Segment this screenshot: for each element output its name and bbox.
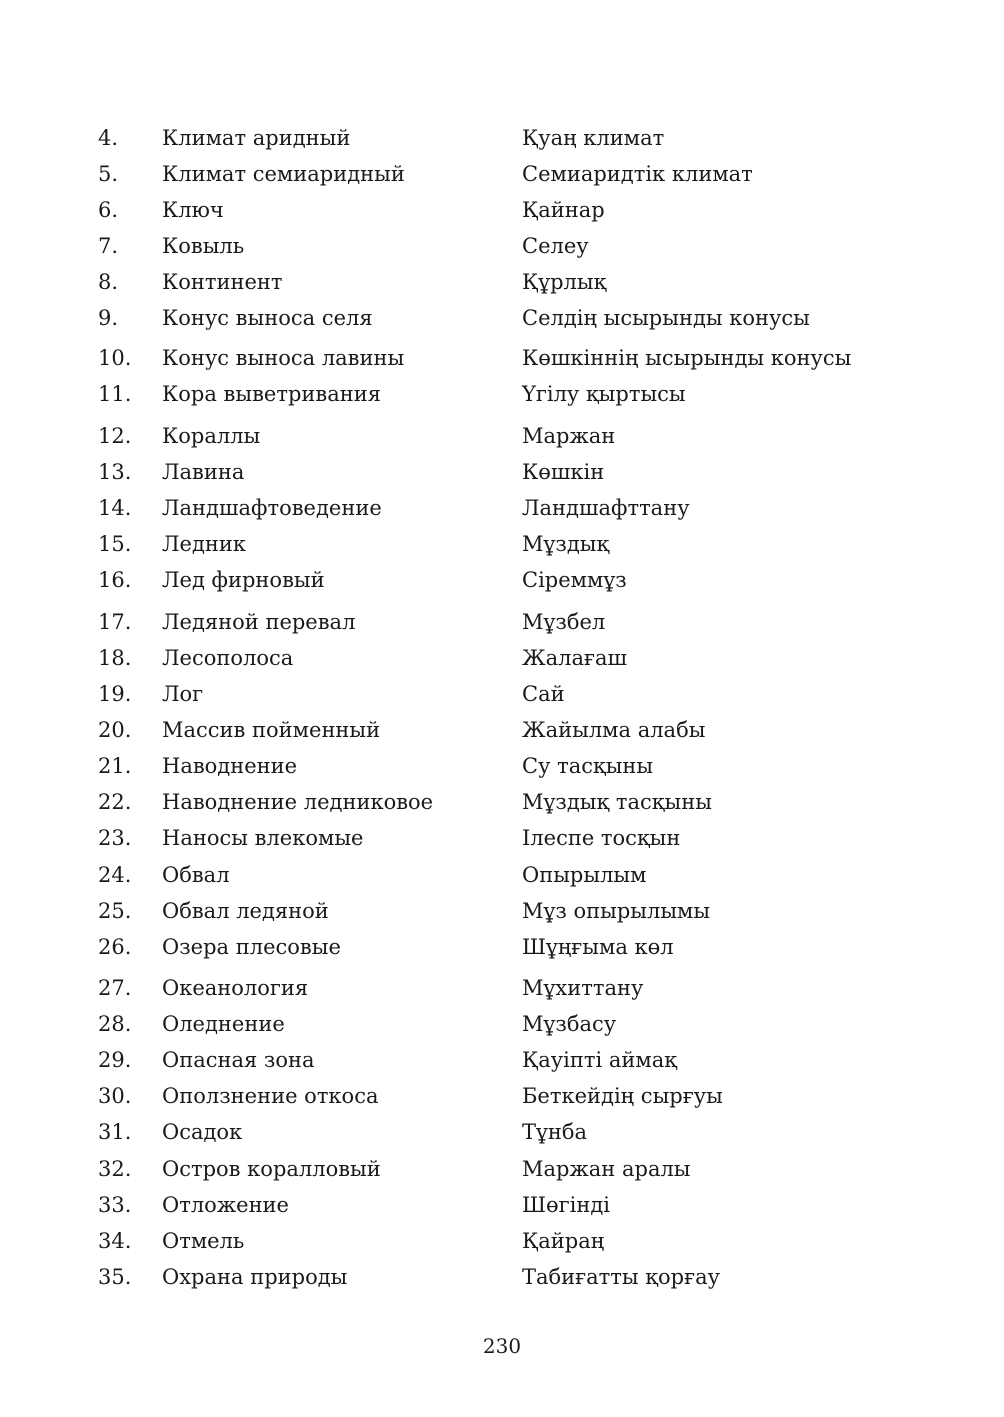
term-russian: Ледяной перевал — [162, 610, 356, 634]
list-item — [0, 784, 1004, 820]
list-item — [0, 418, 1004, 454]
term-russian: Лед фирновый — [162, 568, 325, 592]
term-kazakh: Қуаң климат — [522, 126, 665, 150]
term-kazakh: Мұхиттану — [522, 976, 644, 1000]
list-item — [0, 120, 1004, 156]
list-item — [0, 712, 1004, 748]
list-item — [0, 676, 1004, 712]
term-number: 32. — [98, 1157, 132, 1181]
term-number: 18. — [98, 646, 132, 670]
term-russian: Озера плесовые — [162, 935, 341, 959]
term-number: 14. — [98, 496, 132, 520]
term-number: 25. — [98, 899, 132, 923]
list-item — [0, 228, 1004, 264]
term-kazakh: Қайнар — [522, 198, 605, 222]
term-russian: Наносы влекомые — [162, 826, 364, 850]
term-kazakh: Мұзбасу — [522, 1012, 617, 1036]
term-russian: Конус выноса лавины — [162, 346, 405, 370]
term-kazakh: Селеу — [522, 234, 589, 258]
term-russian: Ледник — [162, 532, 246, 556]
list-item — [0, 300, 1004, 336]
list-item — [0, 192, 1004, 228]
list-item — [0, 454, 1004, 490]
term-russian: Обвал ледяной — [162, 899, 329, 923]
term-russian: Климат аридный — [162, 126, 351, 150]
term-russian: Охрана природы — [162, 1265, 348, 1289]
term-kazakh: Ілеспе тосқын — [522, 826, 681, 850]
term-number: 21. — [98, 754, 132, 778]
term-kazakh: Су тасқыны — [522, 754, 654, 778]
term-number: 16. — [98, 568, 132, 592]
term-kazakh: Көшкін — [522, 460, 605, 484]
term-russian: Остров коралловый — [162, 1157, 381, 1181]
term-kazakh: Құрлық — [522, 270, 607, 294]
term-kazakh: Көшкіннің ысырынды конусы — [522, 346, 852, 370]
term-russian: Отложение — [162, 1193, 289, 1217]
term-kazakh: Селдің ысырынды конусы — [522, 306, 810, 330]
term-number: 22. — [98, 790, 132, 814]
list-item — [0, 1114, 1004, 1150]
term-kazakh: Маржан — [522, 424, 616, 448]
term-kazakh: Жалағаш — [522, 646, 628, 670]
page-number: 230 — [482, 1334, 522, 1358]
list-item — [0, 1006, 1004, 1042]
term-kazakh: Қауіпті аймақ — [522, 1048, 677, 1072]
list-item — [0, 820, 1004, 856]
list-item — [0, 640, 1004, 676]
term-number: 11. — [98, 382, 132, 406]
term-kazakh: Мұзбел — [522, 610, 606, 634]
term-number: 17. — [98, 610, 132, 634]
term-russian: Лог — [162, 682, 204, 706]
term-number: 15. — [98, 532, 132, 556]
term-number: 19. — [98, 682, 132, 706]
term-russian: Наводнение ледниковое — [162, 790, 434, 814]
list-item — [0, 748, 1004, 784]
term-kazakh: Маржан аралы — [522, 1157, 691, 1181]
term-number: 29. — [98, 1048, 132, 1072]
list-item — [0, 929, 1004, 965]
list-item — [0, 264, 1004, 300]
term-russian: Обвал — [162, 863, 230, 887]
term-number: 26. — [98, 935, 132, 959]
term-number: 4. — [98, 126, 119, 150]
list-item — [0, 1151, 1004, 1187]
term-russian: Осадок — [162, 1120, 243, 1144]
term-number: 33. — [98, 1193, 132, 1217]
list-item — [0, 376, 1004, 412]
list-item — [0, 893, 1004, 929]
term-kazakh: Тұнба — [522, 1120, 588, 1144]
term-kazakh: Семиаридтік климат — [522, 162, 753, 186]
term-russian: Массив пойменный — [162, 718, 381, 742]
term-russian: Климат семиаридный — [162, 162, 405, 186]
term-kazakh: Үгілу қыртысы — [522, 382, 686, 406]
term-number: 5. — [98, 162, 119, 186]
list-item — [0, 490, 1004, 526]
list-item — [0, 1078, 1004, 1114]
term-kazakh: Жайылма алабы — [522, 718, 706, 742]
term-kazakh: Опырылым — [522, 863, 647, 887]
term-number: 8. — [98, 270, 119, 294]
list-item — [0, 857, 1004, 893]
list-item — [0, 970, 1004, 1006]
term-number: 24. — [98, 863, 132, 887]
term-russian: Оледнение — [162, 1012, 285, 1036]
term-number: 6. — [98, 198, 119, 222]
term-russian: Наводнение — [162, 754, 298, 778]
term-kazakh: Беткейдің сырғуы — [522, 1084, 723, 1108]
list-item — [0, 526, 1004, 562]
term-number: 12. — [98, 424, 132, 448]
term-russian: Конус выноса селя — [162, 306, 373, 330]
term-russian: Оползнение откоса — [162, 1084, 379, 1108]
list-item — [0, 604, 1004, 640]
term-russian: Опасная зона — [162, 1048, 315, 1072]
term-kazakh: Табиғатты қорғау — [522, 1265, 720, 1289]
term-russian: Кора выветривания — [162, 382, 381, 406]
term-number: 20. — [98, 718, 132, 742]
term-kazakh: Шөгінді — [522, 1193, 610, 1217]
list-item — [0, 340, 1004, 376]
term-russian: Отмель — [162, 1229, 245, 1253]
term-number: 7. — [98, 234, 119, 258]
term-kazakh: Мұз опырылымы — [522, 899, 711, 923]
list-item — [0, 1259, 1004, 1295]
list-item — [0, 1042, 1004, 1078]
list-item — [0, 1187, 1004, 1223]
term-number: 10. — [98, 346, 132, 370]
term-russian: Континент — [162, 270, 283, 294]
term-kazakh: Мұздық тасқыны — [522, 790, 712, 814]
term-number: 34. — [98, 1229, 132, 1253]
term-russian: Кораллы — [162, 424, 261, 448]
term-number: 23. — [98, 826, 132, 850]
term-russian: Ландшафтоведение — [162, 496, 382, 520]
list-item — [0, 1223, 1004, 1259]
term-russian: Ключ — [162, 198, 224, 222]
term-number: 31. — [98, 1120, 132, 1144]
term-russian: Океанология — [162, 976, 309, 1000]
term-number: 13. — [98, 460, 132, 484]
term-kazakh: Ландшафттану — [522, 496, 690, 520]
term-russian: Лавина — [162, 460, 245, 484]
list-item — [0, 562, 1004, 598]
list-item — [0, 156, 1004, 192]
term-number: 30. — [98, 1084, 132, 1108]
term-kazakh: Шұңғыма көл — [522, 935, 674, 959]
term-russian: Ковыль — [162, 234, 245, 258]
term-kazakh: Сай — [522, 682, 565, 706]
term-number: 9. — [98, 306, 119, 330]
term-number: 27. — [98, 976, 132, 1000]
term-number: 35. — [98, 1265, 132, 1289]
term-kazakh: Қайраң — [522, 1229, 605, 1253]
term-number: 28. — [98, 1012, 132, 1036]
term-kazakh: Сіреммұз — [522, 568, 627, 592]
term-russian: Лесополоса — [162, 646, 294, 670]
term-kazakh: Мұздық — [522, 532, 610, 556]
